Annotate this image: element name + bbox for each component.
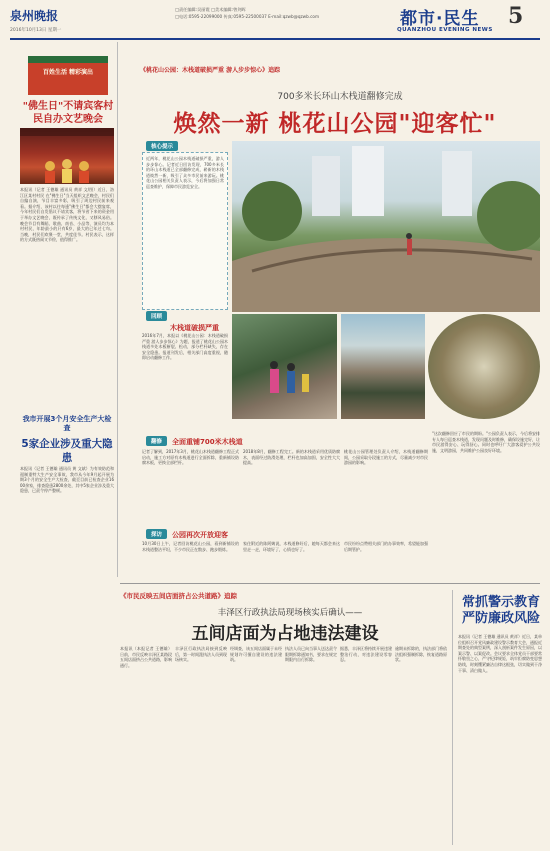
contact-info — [175, 6, 390, 20]
contact-line2: □电话:0595-22099000 传真:0595-22500037 E-mail:qzwb@qzwb.com — [175, 14, 320, 19]
column-divider-bottom — [452, 590, 453, 845]
core-summary-box: 近两年，桃花山公园木栈道破损严重，游人步步惊心。记者近日回访发现，700多米长的环山木栈道已全部翻修完成，崭新的木栈道焕然一新，吸引了众多市民前来游玩。桃花山公园相关负责人表示，今后将加强日常巡查维护，保障市民游览安全。 — [142, 152, 228, 310]
visit-col1: 10月30日上午，记者回访桃花山公园，看到新铺设的木栈道整洁平坦，不少市民正在散步、跑步锻炼。 — [142, 541, 239, 552]
bottom-col1: 本报讯（本报记者 王德雄）日前，市民反映丰泽区某路段五间店面挤占公共道路，影响通行。 — [120, 646, 172, 668]
review-subhead: 木栈道破损严重 — [170, 324, 219, 332]
review-tag: 回顾 — [146, 311, 167, 321]
new-boardwalk-circle-photo — [428, 314, 540, 419]
issue-date: 2016年10月13日 星期一 — [10, 28, 62, 33]
stage-performers-image — [20, 128, 114, 184]
visitors-walking-photo — [232, 314, 337, 419]
section-divider — [120, 583, 540, 584]
left-article-body: 本报讯（记者 王德雄 通讯员 黄祥 文/图）近日，洛江区某村村民 在"佛生日"当天组织文艺晚会，村民们自编自演，节目丰富多彩，吸引了周边村民前来观看。据介绍，该村以往每逢"佛生日"都会大摆宴席，今年村民们自发倡议不请宾客，将节省下来的资金用于举办文艺晚会，既传承了传统文化，又移风易俗。晚会节目有舞蹈、歌曲、南音、小品等，演员均为本村村民，年龄最小的只有6岁，最大的已年过七旬。当晚，村民们欢聚一堂，共度佳节。村民表示，这样的方式既热闹又节俭，值得推广。 — [20, 187, 114, 243]
bottom-col6: 逾期未拆除的，执法部门将依法组织强制拆除，恢复道路原状。 — [395, 646, 447, 663]
contact-line1: □责任编辑:吴丽霞 □美术编辑:曾剑晖 — [175, 7, 246, 12]
visit-col3: 市民纷纷点赞相关部门的办事效率，希望能加强后期管护。 — [344, 541, 428, 552]
boardwalk-main-photo — [232, 141, 540, 312]
renovation-subhead: 全面重铺700米木栈道 — [172, 438, 243, 446]
left-headline2: 5家企业涉及重大隐患 — [21, 438, 113, 464]
bottom-col2: 丰泽区行政执法局接到反映后，第一时间派执法人员到现场核实。 — [175, 646, 227, 663]
header-rule — [10, 38, 540, 40]
stage-performance-photo — [20, 128, 114, 184]
newspaper-logo: 泉州晚报 — [10, 9, 59, 23]
main-headline: 焕然一新 桃花山公园"迎客忙" — [173, 110, 497, 137]
page-number: 5 — [508, 3, 524, 29]
renovation-col1: 记者了解到，2017年3月，桃花山木栈道翻修工程正式启动，施工方对原有木栈道进行全面拆除，重新铺设防腐木板，更换全部栏杆。 — [142, 449, 239, 466]
renovation-col3: 桃花山公园管理处负责人介绍，木栈道翻修期间，公园采取分段施工的方式，尽量减少对市民游园的影响。 — [344, 449, 428, 466]
main-deck: 700多米长环山木栈道翻修完成 — [277, 92, 403, 102]
bottom-kicker: 《市民反映五间店面挤占公共道路》追踪 — [120, 592, 237, 600]
visit-tag: 探访 — [146, 529, 167, 539]
visit-subhead: 公园再次开放迎客 — [172, 531, 228, 539]
renovation-col2: 2018年8月，翻修工程完工。新的木栈道采用优质防腐木，表面经过防滑处理，栏杆也加高加固，安全性大大提高。 — [243, 449, 340, 466]
boardwalk-railing-photo — [341, 314, 425, 419]
bottom-headline: 五间店面为占地违法建设 — [191, 624, 379, 644]
main-right-column: "这次翻修回应了市民的期盼。"公园负责人表示，今后将安排专人每日巡查木栈道，发现问题及时维修，确保设施完好，让市民游得安心、玩得舒心。同时也呼吁广大游客爱护公共设施，文明游园，共同维护公园良好环境。 — [432, 431, 540, 453]
bottom-col3: 经调查，该五间店面属于未经规划许可擅自建设的违法建筑。 — [230, 646, 282, 663]
column-divider — [117, 42, 118, 577]
main-kicker: 《桃花山公园：木栈道破损严重 游人步步惊心》追踪 — [140, 67, 281, 74]
boardwalk-scene — [232, 141, 540, 312]
left-article2-body: 本报讯（记者 王德雄 通讯员 黄 文斌）为有效防范和遏制重特大生产安全事故，我市从今年9月起开展为期3个月的安全生产大检查，截至目前已检查企业1600余家，排查隐患2800余处，其中5家企业涉及重大隐患，已责令停产整顿。 — [20, 466, 114, 494]
visitors-scene — [232, 314, 337, 419]
core-tag: 核心提示 — [146, 141, 178, 151]
renovation-tag: 翻修 — [146, 436, 167, 446]
section-title: 都市·民生 — [400, 9, 480, 29]
section-title-en: QUANZHOU EVENING NEWS — [397, 27, 493, 33]
bottom-col5: 据悉，丰泽区将持续开展违建整治行动，对违法建设零容忍。 — [340, 646, 392, 663]
review-body: 2016年7月，本报以《桃花山公园：木栈道破损严重 游人步步惊心》为题，报道了桃花山公园木栈道多处木板断裂、松动，部分栏杆缺失，存在安全隐患。报道刊发后，相关部门高度重视，随即启动翻修工作。 — [142, 333, 228, 361]
left-banner: 百姓生活 精彩演出 — [28, 63, 108, 95]
right-bottom-headline: 常抓警示教育严防廉政风险 — [461, 595, 540, 626]
left-headline: "佛生日"不请宾客村民自办文艺晚会 — [22, 101, 114, 125]
left-headline2-kicker: 我市开展3个月安全生产大检查 — [22, 415, 112, 432]
bottom-col4: 执法人员已向当事人送达责令限期拆除通知书，要求在规定期限内自行拆除。 — [285, 646, 337, 663]
visit-col2: 家住附近的陈阿姨说，木栈道修好后，她每天都会来这里走一走，环境好了，心情也好了。 — [243, 541, 340, 552]
bottom-deck: 丰泽区行政执法局现场核实后确认—— — [217, 608, 363, 618]
right-bottom-body: 本报讯（记者 王德雄 通讯员 黄祥）近日，某单位组织召开党风廉政建设警示教育大会，通报近期查处的典型案例，深入剖析案件发生原因，以案示警、以案促改。会议要求全体党员干部要常怀敬畏之心，严守纪律规矩，筑牢拒腐防变思想防线，时刻绷紧廉洁自律这根弦，切实做到干净干事、清白做人。 — [458, 634, 542, 673]
